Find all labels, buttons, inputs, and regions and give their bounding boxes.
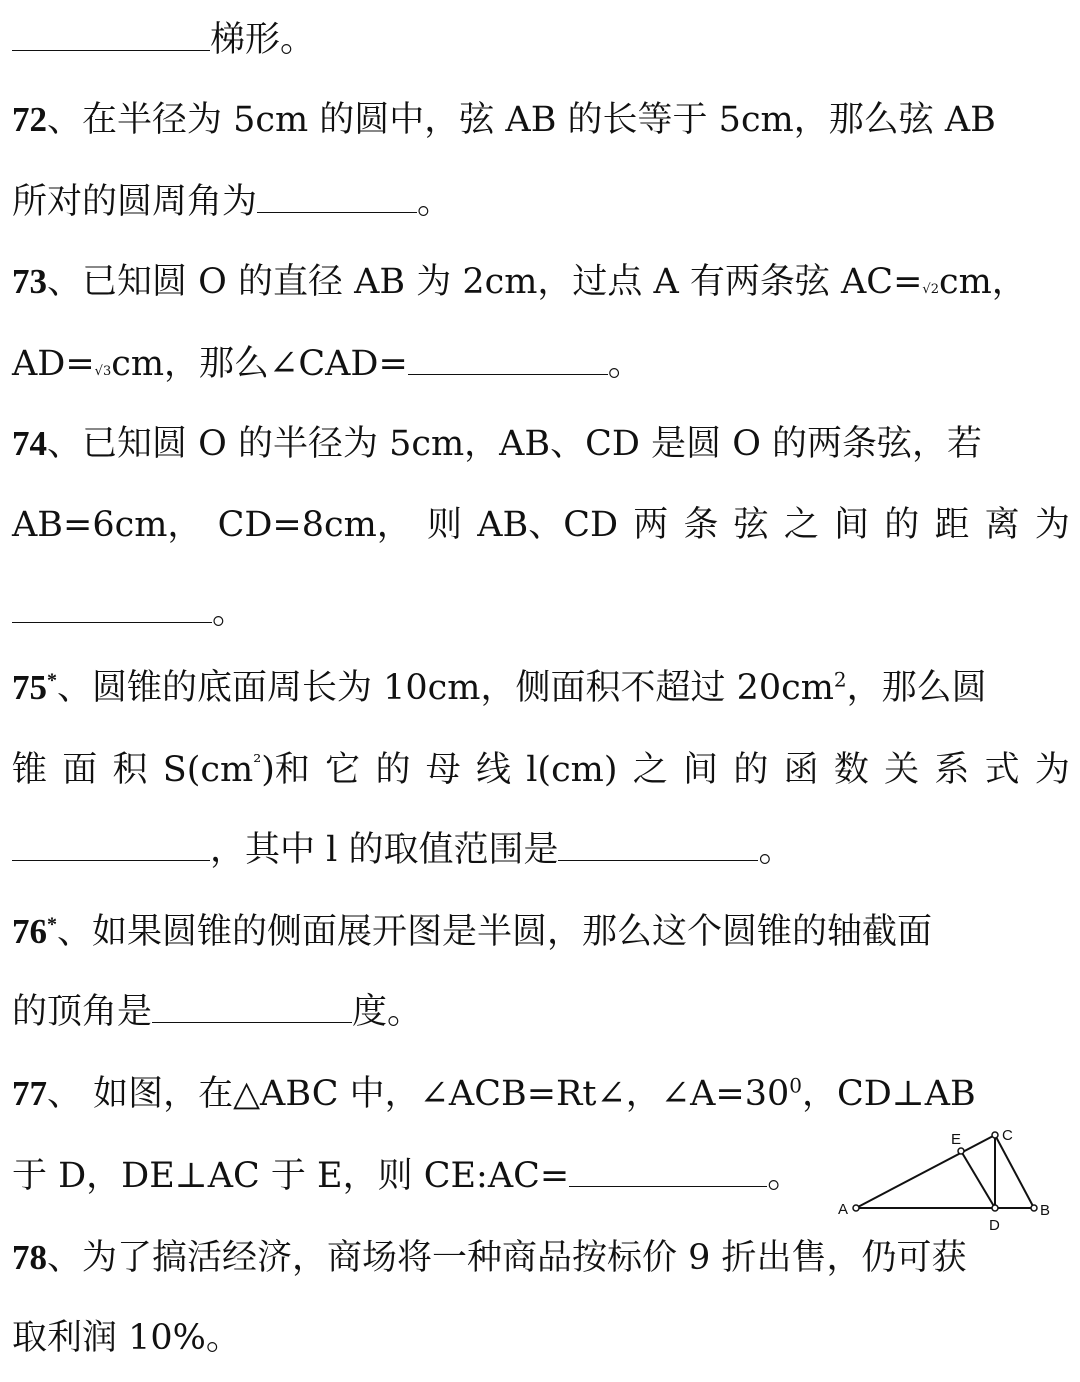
line-text: cm，那么∠CAD= [111, 344, 408, 384]
word: 条 [683, 505, 719, 545]
text-line [12, 1316, 1070, 1360]
problem-text: ，CD⊥AB [801, 1074, 976, 1114]
word: 离 [984, 505, 1020, 545]
triangle-figure [836, 1126, 1056, 1236]
line-text: 。 [767, 1156, 803, 1196]
line-text: AD= [12, 344, 95, 384]
problem-number: 78 [12, 1238, 47, 1277]
line-text: 度。 [352, 992, 423, 1032]
text-line [12, 342, 1070, 394]
answer-blank [12, 20, 210, 51]
line-text: 。 [607, 344, 643, 384]
line-text: 。 [212, 592, 248, 632]
word: 间 [834, 505, 870, 545]
text-line [12, 990, 1070, 1034]
problem-72 [12, 98, 1070, 142]
word: 之 [783, 505, 819, 545]
word: 为 [1034, 505, 1070, 545]
answer-blank [152, 992, 352, 1023]
segment-bc [995, 1135, 1034, 1208]
line-text: ，其中 l 的取值范围是 [210, 830, 559, 870]
sqrt-2: √2 [922, 282, 939, 297]
word: 面 [62, 750, 98, 790]
word: 距 [934, 505, 970, 545]
answer-blank [257, 182, 417, 213]
problem-number: 75 [12, 668, 47, 707]
problem-text: 、在半径为 5cm 的圆中，弦 AB 的长等于 5cm，那么弦 AB [47, 100, 996, 140]
line-text: 。 [417, 182, 453, 222]
label-a: A [838, 1201, 849, 1218]
problem-number: 72 [12, 100, 47, 139]
problem-74 [12, 422, 1070, 466]
word: )和 [261, 750, 310, 790]
word: 为 [1034, 750, 1070, 790]
text-line [12, 503, 1070, 547]
problem-text: 、为了搞活经济，商场将一种商品按标价 9 折出售，仍可获 [47, 1238, 967, 1278]
answer-blank [558, 830, 758, 861]
word: 系 [934, 750, 970, 790]
text-line [12, 748, 1070, 792]
problem-text: 、已知圆 O 的直径 AB 为 2cm，过点 A 有两条弦 AC= [47, 262, 923, 302]
problem-text: 、 如图，在△ABC 中，∠ACB=Rt∠，∠A=30 [47, 1074, 790, 1114]
problem-number: 73 [12, 262, 47, 301]
sqrt-3: √3 [94, 364, 112, 379]
problem-76 [12, 910, 1070, 954]
answer-blank [569, 1156, 767, 1187]
text-line [12, 18, 1070, 62]
problem-number: 74 [12, 424, 47, 463]
problem-text: cm， [938, 262, 1027, 302]
word: CD=8cm， [217, 505, 412, 545]
label-d: D [989, 1217, 1000, 1234]
problem-number: 76 [12, 912, 47, 951]
point-e [958, 1148, 964, 1154]
point-b [1031, 1205, 1037, 1211]
point-a [853, 1205, 859, 1211]
word: 间 [683, 750, 719, 790]
text-line [12, 828, 1070, 872]
point-d [992, 1205, 998, 1211]
star-mark: * [47, 669, 57, 692]
label-b: B [1040, 1202, 1051, 1219]
line-text: 于 D，DE⊥AC 于 E，则 CE:AC= [12, 1156, 570, 1196]
answer-blank [12, 830, 210, 861]
word: 的 [884, 505, 920, 545]
label-e: E [951, 1131, 962, 1148]
word: 式 [984, 750, 1020, 790]
word: 关 [884, 750, 920, 790]
problem-78 [12, 1236, 1070, 1280]
problem-73 [12, 260, 1070, 312]
problem-text: 、已知圆 O 的半径为 5cm，AB、CD 是圆 O 的两条弦，若 [47, 424, 983, 464]
word: 的 [375, 750, 411, 790]
word: S(cm [162, 750, 254, 790]
answer-blank [12, 592, 212, 623]
word: 之 [632, 750, 668, 790]
star-mark: * [47, 913, 57, 936]
word: AB=6cm， [12, 505, 203, 545]
problem-75 [12, 666, 1070, 710]
text-line [12, 590, 1070, 634]
segment-de [961, 1151, 995, 1208]
line-text: 取利润 10%。 [12, 1318, 241, 1358]
text-line [12, 180, 1070, 224]
label-c: C [1002, 1127, 1013, 1144]
problem-text: 、如果圆锥的侧面展开图是半圆，那么这个圆锥的轴截面 [57, 912, 933, 952]
line-text: 所对的圆周角为 [12, 182, 258, 222]
superscript: 2 [833, 667, 847, 692]
word: 弦 [733, 505, 769, 545]
superscript: 0 [789, 1073, 802, 1098]
problem-77 [12, 1072, 1070, 1116]
line-text: 的顶角是 [12, 992, 153, 1032]
superscript: ² [253, 749, 262, 774]
point-c [992, 1132, 998, 1138]
word: 积 [112, 750, 148, 790]
answer-blank [408, 344, 608, 375]
line-text: 。 [758, 830, 794, 870]
line-text: 梯形。 [210, 20, 316, 60]
word: l(cm) [526, 750, 618, 790]
problem-text: 、圆锥的底面周长为 10cm，侧面积不超过 20cm [57, 668, 834, 708]
problem-number: 77 [12, 1074, 47, 1113]
problem-text: ，那么圆 [846, 668, 987, 708]
word: 的 [733, 750, 769, 790]
word: 它 [325, 750, 361, 790]
word: AB、CD [477, 505, 619, 545]
word: 线 [475, 750, 511, 790]
word: 两 [633, 505, 669, 545]
word: 函 [783, 750, 819, 790]
word: 则 [427, 505, 463, 545]
word: 数 [833, 750, 869, 790]
word: 母 [425, 750, 461, 790]
word: 锥 [12, 750, 48, 790]
